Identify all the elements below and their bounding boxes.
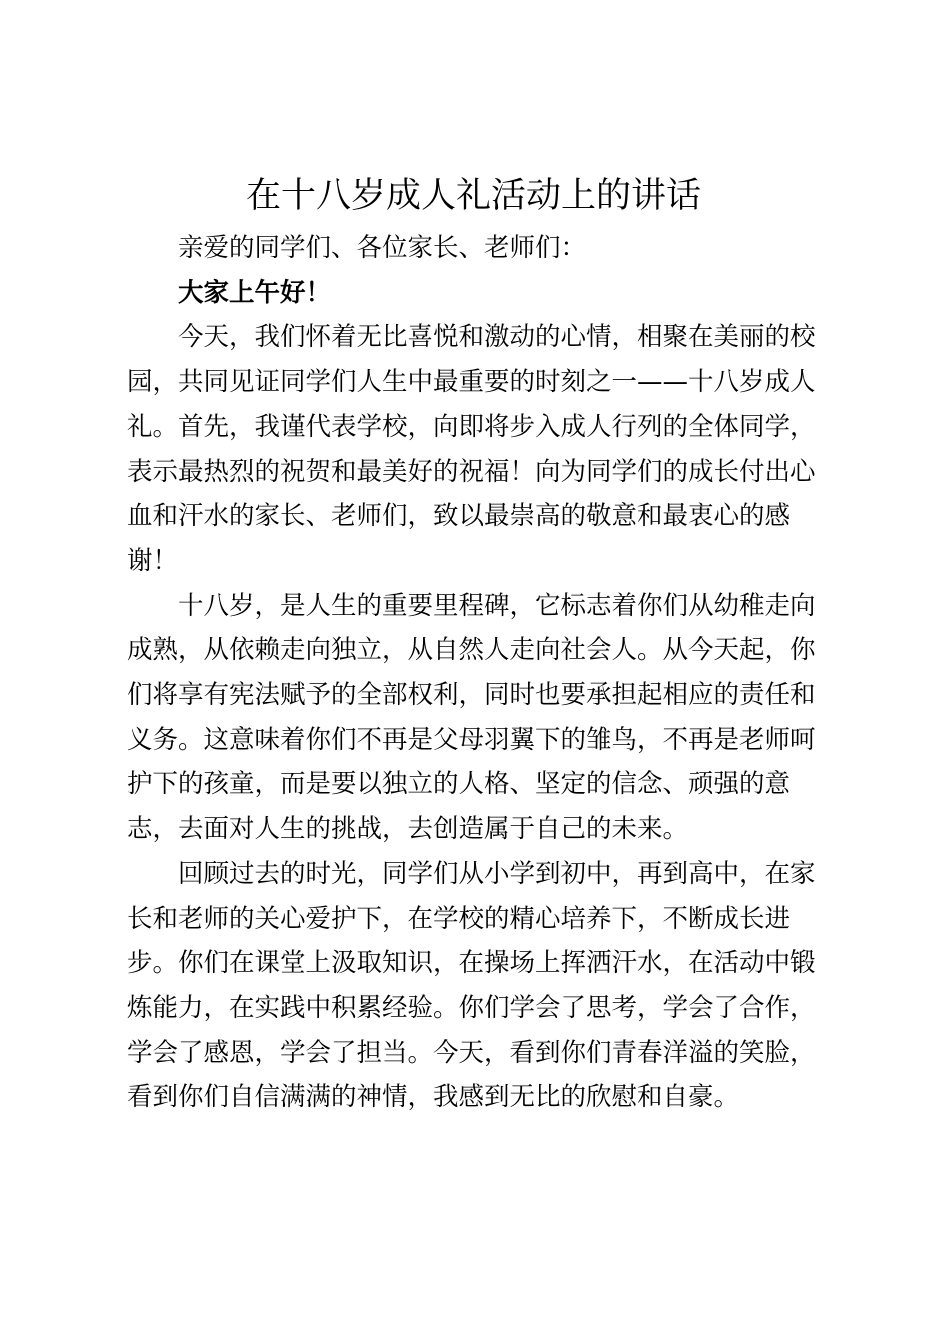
- paragraph-line: 步。你们在课堂上汲取知识，在操场上挥洒汗水，在活动中锻: [127, 948, 816, 979]
- paragraph-line: 礼。首先，我谨代表学校，向即将步入成人行列的全体同学，: [127, 411, 816, 442]
- paragraph-line: 看到你们自信满满的神情，我感到无比的欣慰和自豪。: [127, 1082, 740, 1113]
- paragraph-line: 义务。这意味着你们不再是父母羽翼下的雏鸟，不再是老师呵: [127, 724, 816, 755]
- paragraph-line: 志，去面对人生的挑战，去创造属于自己的未来。: [127, 814, 689, 845]
- paragraph-line: 护下的孩童，而是要以独立的人格、坚定的信念、顽强的意: [127, 769, 791, 800]
- paragraph-line: 炼能力，在实践中积累经验。你们学会了思考，学会了合作，: [127, 992, 816, 1023]
- paragraph-line: 长和老师的关心爱护下，在学校的精心培养下，不断成长进: [127, 903, 791, 934]
- paragraph-line: 回顾过去的时光，同学们从小学到初中，再到高中，在家: [178, 858, 816, 889]
- paragraph-line: 学会了感恩，学会了担当。今天，看到你们青春洋溢的笑脸，: [127, 1037, 816, 1068]
- paragraph-line: 成熟，从依赖走向独立，从自然人走向社会人。从今天起，你: [127, 635, 816, 666]
- paragraph-line: 表示最热烈的祝贺和最美好的祝福！向为同学们的成长付出心: [127, 456, 816, 487]
- paragraph-1: [127, 315, 820, 583]
- paragraph-3: [127, 852, 820, 1120]
- greeting: 大家上午好！: [178, 277, 332, 308]
- paragraph-line: 血和汗水的家长、老师们，致以最崇高的敬意和最衷心的感: [127, 501, 791, 532]
- document-page: [127, 172, 820, 1120]
- paragraph-line: 谢！: [127, 545, 179, 576]
- salutation: 亲爱的同学们、各位家长、老师们：: [178, 233, 587, 263]
- paragraph-line: 园，共同见证同学们人生中最重要的时刻之一——十八岁成人: [127, 367, 816, 398]
- document-title: 在十八岁成人礼活动上的讲话: [245, 176, 701, 216]
- paragraph-line: 今天，我们怀着无比喜悦和激动的心情，相聚在美丽的校: [178, 322, 816, 353]
- paragraph-2: [127, 584, 820, 852]
- paragraph-line: 十八岁，是人生的重要里程碑，它标志着你们从幼稚走向: [178, 590, 816, 621]
- paragraph-line: 们将享有宪法赋予的全部权利，同时也要承担起相应的责任和: [127, 680, 816, 711]
